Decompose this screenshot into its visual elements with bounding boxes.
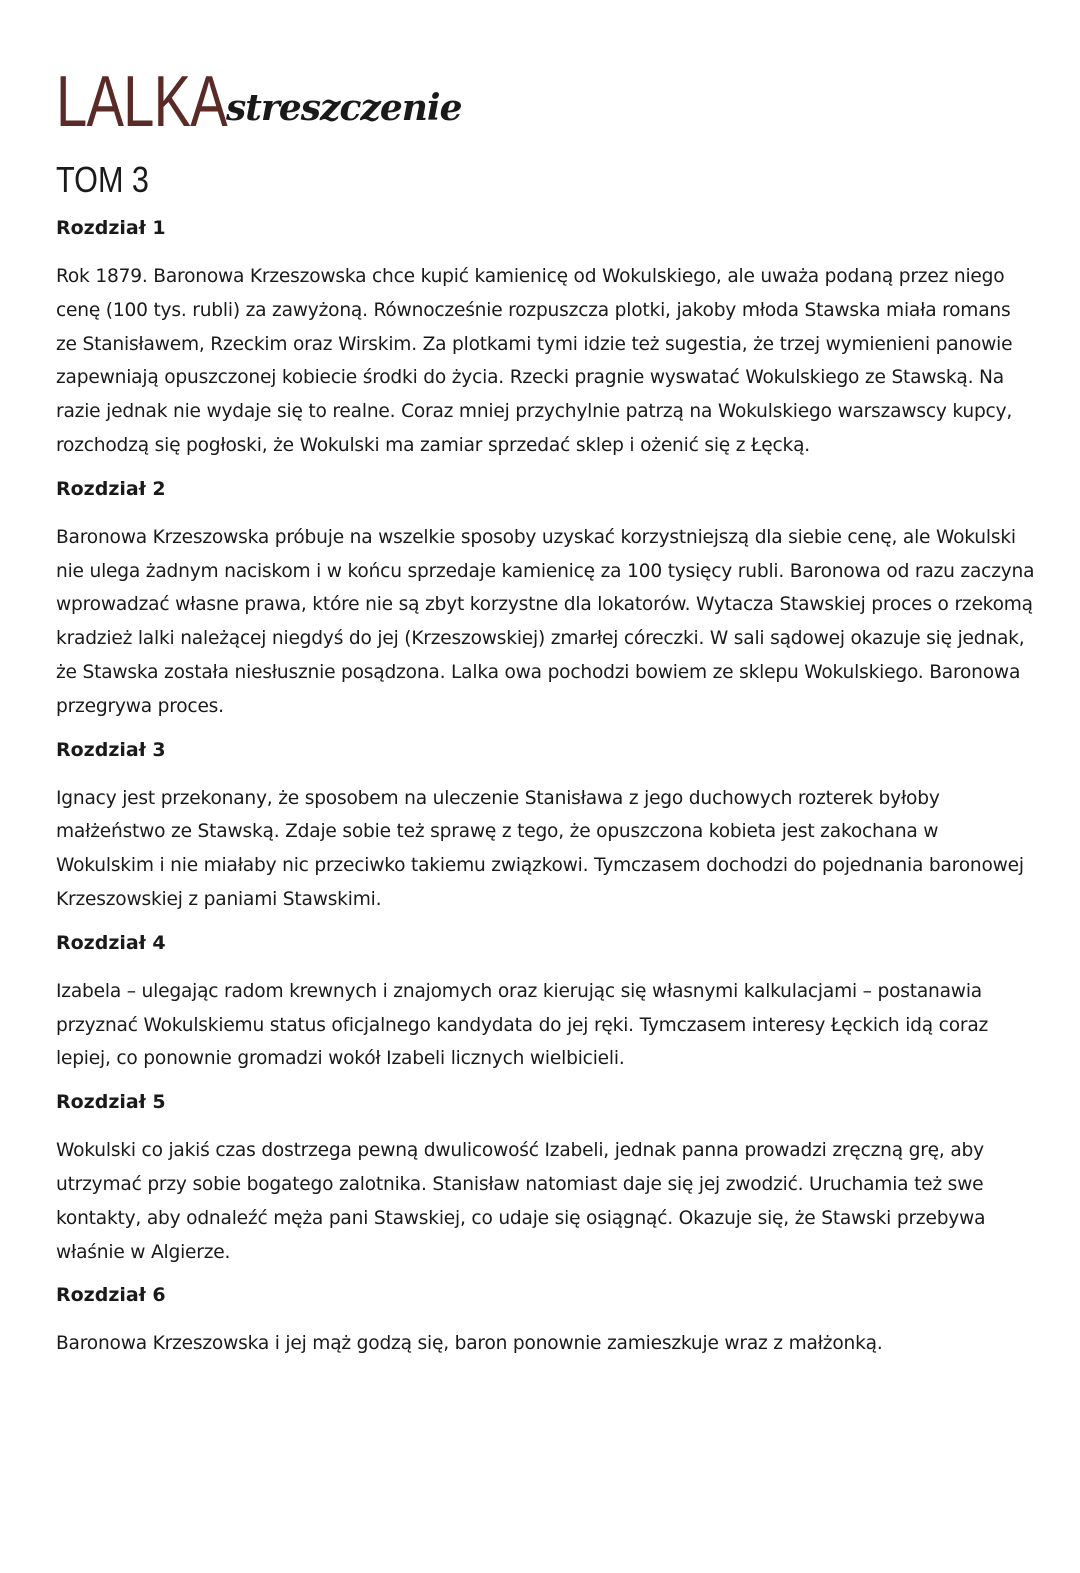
document-header xyxy=(56,62,1036,142)
chapter-text: Rok 1879. Baronowa Krzeszowska chce kupić kamienicę od Wokulskiego, ale uważa podaną przez niego cenę (100 tys. rubli) za zawyżoną. Równocześnie rozpuszcza plotki, jakoby młoda Stawska miała romans ze Stanisławem, Rzeckim oraz Wirskim. Za plotkami tymi idzie też sugestia, że trzej wymienieni panowie zapewniają opuszczonej kobiecie środki do życia. Rzecki pragnie wyswatać Wokulskiego ze Stawską. Na razie jednak nie wydaje się to realne. Coraz mniej przychylnie patrzą na Wokulskiego warszawscy kupcy, rozchodzą się pogłoski, że Wokulski ma zamiar sprzedać sklep i ożenić się z Łęcką. xyxy=(56,266,1013,456)
chapter-4 xyxy=(56,931,1036,1076)
chapter-title: Rozdział 5 xyxy=(56,1091,166,1114)
chapter-title: Rozdział 2 xyxy=(56,477,166,500)
chapter-2 xyxy=(56,477,1036,724)
chapter-text: Baronowa Krzeszowska i jej mąż godzą się, baron ponownie zamieszkuje wraz z małżonką. xyxy=(56,1333,883,1355)
chapter-6 xyxy=(56,1283,1036,1361)
chapter-title: Rozdział 3 xyxy=(56,738,166,761)
document-page xyxy=(56,64,1036,1361)
chapter-title: Rozdział 4 xyxy=(56,931,166,954)
volume-heading: TOM 3 xyxy=(56,159,149,200)
chapter-title: Rozdział 6 xyxy=(56,1284,166,1307)
chapter-5 xyxy=(56,1090,1036,1269)
chapter-text: Izabela – ulegając radom krewnych i znajomych oraz kierując się własnymi kalkulacjami – postanawia przyznać Wokulskiemu status oficjalnego kandydata do jej ręki. Tymczasem interesy Łęckich idą coraz lepiej, co ponownie gromadzi wokół Izabeli licznych wielbicieli. xyxy=(56,980,989,1070)
chapter-1 xyxy=(56,216,1036,463)
document-subtitle: streszczenie xyxy=(226,87,462,129)
chapter-title: Rozdział 1 xyxy=(56,217,166,239)
document-title: LALKA xyxy=(56,62,227,142)
chapter-3 xyxy=(56,738,1036,917)
chapter-text: Wokulski co jakiś czas dostrzega pewną dwulicowość Izabeli, jednak panna prowadzi zręczną grę, aby utrzymać przy sobie bogatego zalotnika. Stanisław natomiast daje się jej zwodzić. Uruchamia też swe kontakty, aby odnaleźć męża pani Stawskiej, co udaje się osiągnąć. Okazuje się, że Stawski przebywa właśnie w Algierze. xyxy=(56,1140,986,1263)
chapter-text: Baronowa Krzeszowska próbuje na wszelkie sposoby uzyskać korzystniejszą dla siebie cenę, ale Wokulski nie ulega żadnym naciskom i w końcu sprzedaje kamienicę za 100 tysięcy rubli. Baronowa od razu zaczyna wprowadzać własne prawa, które nie są zbyt korzystne dla lokatorów. Wytacza Stawskiej proces o rzekomą kradzież lalki należącej niegdyś do jej (Krzeszowskiej) zmarłej córeczki. W sali sądowej okazuje się jednak, że Stawska została niesłusznie posądzona. Lalka owa pochodzi bowiem ze sklepu Wokulskiego. Baronowa przegrywa proces. xyxy=(56,526,1035,717)
chapter-text: Ignacy jest przekonany, że sposobem na uleczenie Stanisława z jego duchowych rozterek byłoby małżeństwo ze Stawską. Zdaje sobie też sprawę z tego, że opuszczona kobieta jest zakochana w Wokulskim i nie miałaby nic przeciwko takiemu związkowi. Tymczasem dochodzi do pojednania baronowej Krzeszowskiej z paniami Stawskimi. xyxy=(56,787,1024,910)
